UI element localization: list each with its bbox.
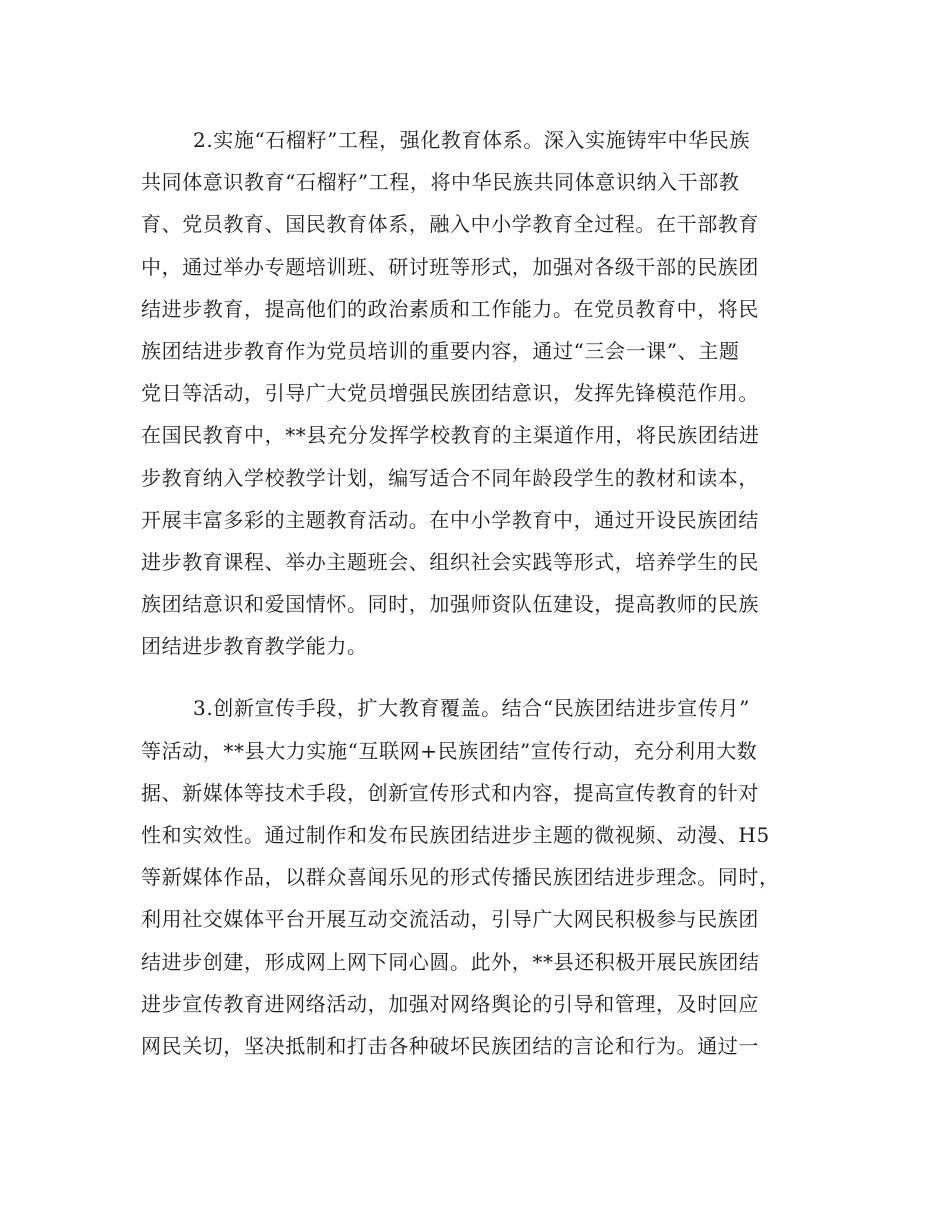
text-line: 中，通过举办专题培训班、研讨班等形式，加强对各级干部的民族团: [141, 254, 759, 279]
text-line: 党日等活动，引导广大党员增强民族团结意识，发挥先锋模范作用。: [141, 381, 759, 406]
text-line: 结进步教育，提高他们的政治素质和工作能力。在党员教育中，将民: [141, 296, 759, 321]
text-line: 育、党员教育、国民教育体系，融入中小学教育全过程。在干部教育: [141, 212, 759, 237]
text-line: 进步教育课程、举办主题班会、组织社会实践等形式，培养学生的民: [141, 549, 759, 574]
text-line: 族团结进步教育作为党员培训的重要内容，通过“三会一课”、主题: [141, 338, 740, 363]
text-line: 性和实效性。通过制作和发布民族团结进步主题的微视频、动漫、H5: [141, 823, 770, 847]
text-line: 3.创新宣传手段，扩大教育覆盖。结合“民族团结进步宣传月”: [193, 696, 750, 721]
text-line: 进步宣传教育进网络活动，加强对网络舆论的引导和管理，及时回应: [141, 991, 759, 1016]
text-line: 等活动，**县大力实施“互联网+民族团结”宣传行动，充分利用大数: [141, 738, 758, 763]
text-line: 利用社交媒体平台开展互动交流活动，引导广大网民积极参与民族团: [141, 907, 759, 932]
text-line: 2.实施“石榴籽”工程，强化教育体系。深入实施铸牢中华民族: [193, 128, 750, 152]
text-line: 共同体意识教育“石榴籽”工程，将中华民族共同体意识纳入干部教: [141, 170, 740, 195]
text-line: 在国民教育中，**县充分发挥学校教育的主渠道作用，将民族团结进: [141, 423, 760, 448]
text-line: 步教育纳入学校教学计划，编写适合不同年龄段学生的教材和读本，: [141, 465, 759, 490]
text-line: 网民关切，坚决抵制和打击各种破坏民族团结的言论和行为。通过一: [141, 1033, 759, 1058]
text-line: 团结进步教育教学能力。: [141, 634, 368, 659]
paragraph-shiliuzi-project: [141, 124, 813, 672]
text-line: 族团结意识和爱国情怀。同时，加强师资队伍建设，提高教师的民族: [141, 592, 759, 617]
text-line: 等新媒体作品，以群众喜闻乐见的形式传播民族团结进步理念。同时，: [141, 865, 780, 890]
text-line: 据、新媒体等技术手段，创新宣传形式和内容，提高宣传教育的针对: [141, 780, 759, 805]
document-body: [141, 124, 813, 1072]
text-line: 开展丰富多彩的主题教育活动。在中小学教育中，通过开设民族团结: [141, 507, 759, 532]
text-line: 结进步创建，形成网上网下同心圆。此外，**县还积极开展民族团结: [141, 949, 760, 974]
paragraph-publicity-innovation: [141, 692, 813, 1072]
